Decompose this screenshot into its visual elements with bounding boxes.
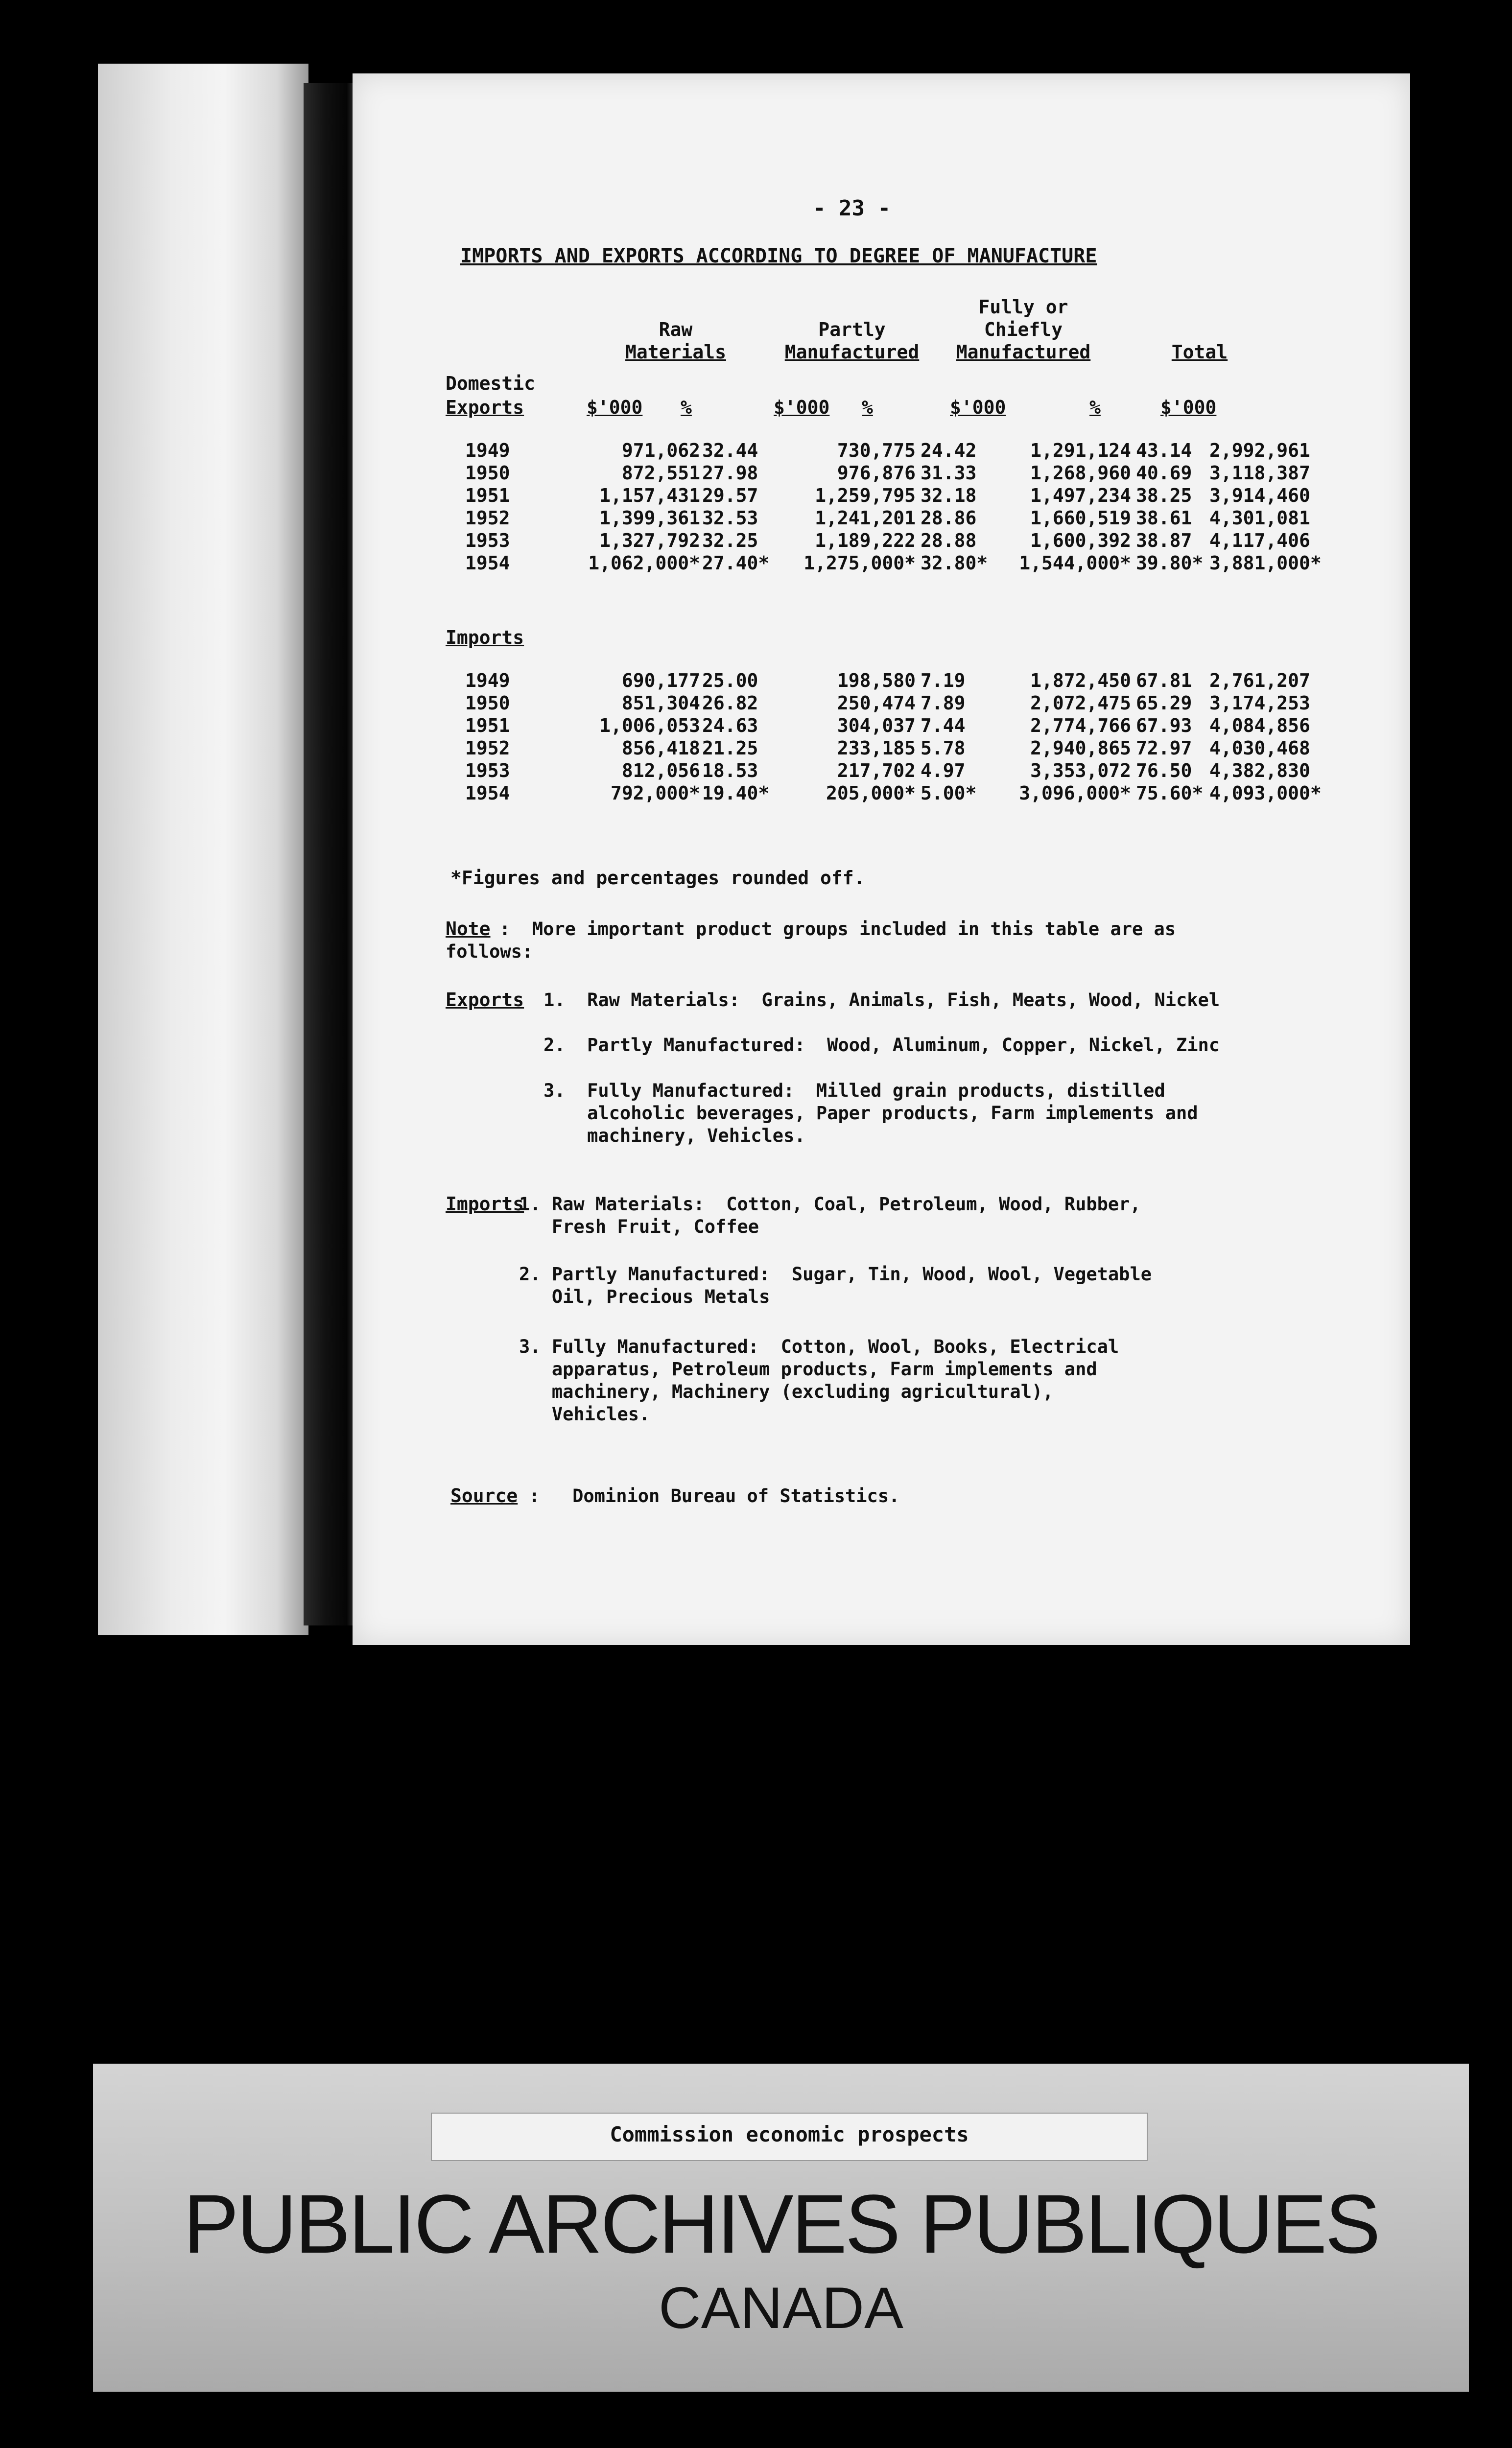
year-cell: 1952 [465,737,510,759]
total-value: 3,174,253 [1209,692,1310,714]
footnote: *Figures and percentages rounded off. [450,867,865,889]
partly-pct: 24.42 [921,440,977,461]
fully-value: 1,872,450 [1030,670,1131,691]
import-item-2: 2. Partly Manufactured: Sugar, Tin, Wood, Wool, Vegetable [519,1264,1152,1285]
total-value: 4,084,856 [1209,715,1310,736]
partly-value: 1,275,000* [803,552,916,574]
header-partly-line2: Manufactured [784,341,920,363]
year-cell: 1952 [465,507,510,529]
total-value: 2,992,961 [1209,440,1310,461]
partly-pct: 7.44 [921,715,966,736]
partly-pct: 5.78 [921,737,966,759]
total-value: 3,914,460 [1209,485,1310,506]
unit-fully: $'000 [950,397,1006,418]
raw-pct: 18.53 [702,760,758,781]
raw-value: 1,327,792 [599,530,700,551]
fully-pct: 38.25 [1136,485,1192,506]
import-item-3: 3. Fully Manufactured: Cotton, Wool, Books, Electrical [519,1336,1119,1357]
fully-value: 1,600,392 [1030,530,1131,551]
unit-partly: $'000 [774,397,830,418]
partly-value: 304,037 [837,715,916,736]
partly-value: 205,000* [826,782,916,804]
year-cell: 1951 [465,715,510,736]
partly-pct: 7.19 [921,670,966,691]
imports-note-label: Imports [446,1193,524,1215]
partly-value: 976,876 [837,462,916,484]
pct-raw: % [681,397,692,418]
raw-value: 690,177 [621,670,700,691]
raw-value: 872,551 [621,462,700,484]
fully-value: 1,291,124 [1030,440,1131,461]
partly-pct: 28.86 [921,507,977,529]
partly-value: 1,241,201 [815,507,916,529]
imports-heading: Imports [446,627,524,648]
book-binding [98,64,308,1635]
fully-value: 1,660,519 [1030,507,1131,529]
header-fully-line3: Manufactured [956,341,1091,363]
year-cell: 1953 [465,530,510,551]
archives-heading: PUBLIC ARCHIVES PUBLIQUES [183,2178,1379,2271]
raw-pct: 24.63 [702,715,758,736]
fully-value: 1,268,960 [1030,462,1131,484]
fully-pct: 38.87 [1136,530,1192,551]
import-item-1-cont: Fresh Fruit, Coffee [519,1216,759,1237]
book-gutter [304,83,357,1625]
fully-pct: 75.60* [1136,782,1204,804]
total-value: 3,118,387 [1209,462,1310,484]
partly-pct: 32.18 [921,485,977,506]
raw-pct: 32.44 [702,440,758,461]
total-value: 4,030,468 [1209,737,1310,759]
fully-pct: 72.97 [1136,737,1192,759]
raw-pct: 29.57 [702,485,758,506]
archives-banner [93,2064,1469,2392]
partly-value: 1,259,795 [815,485,916,506]
fully-pct: 40.69 [1136,462,1192,484]
year-cell: 1954 [465,552,510,574]
total-value: 4,093,000* [1209,782,1322,804]
header-total: Total [1171,341,1228,363]
partly-value: 1,189,222 [815,530,916,551]
fully-pct: 67.81 [1136,670,1192,691]
header-partly [774,318,930,363]
export-item-1: 1. Raw Materials: Grains, Animals, Fish, Meats, Wood, Nickel [543,989,1220,1011]
header-partly-line1: Partly [818,319,886,340]
document-page [353,73,1410,1645]
export-item-3: 3. Fully Manufactured: Milled grain products, distilled [543,1080,1165,1101]
fully-value: 1,544,000* [1019,552,1131,574]
fully-value: 3,096,000* [1019,782,1131,804]
partly-pct: 5.00* [921,782,977,804]
note-label: Note [446,918,491,940]
year-cell: 1949 [465,670,510,691]
year-cell: 1950 [465,692,510,714]
partly-value: 198,580 [837,670,916,691]
raw-value: 1,062,000* [588,552,700,574]
source-text: : Dominion Bureau of Statistics. [529,1485,900,1506]
fully-pct: 43.14 [1136,440,1192,461]
fully-pct: 65.29 [1136,692,1192,714]
fully-pct: 76.50 [1136,760,1192,781]
unit-total: $'000 [1160,397,1217,418]
total-value: 3,881,000* [1209,552,1322,574]
raw-pct: 27.40* [702,552,770,574]
header-raw-line1: Raw [659,319,693,340]
fully-value: 2,072,475 [1030,692,1131,714]
import-item-2-cont: Oil, Precious Metals [519,1286,770,1307]
partly-pct: 32.80* [921,552,988,574]
fully-value: 2,940,865 [1030,737,1131,759]
collection-label [431,2113,1148,2161]
export-item-2: 2. Partly Manufactured: Wood, Aluminum, Copper, Nickel, Zinc [543,1035,1220,1056]
partly-pct: 31.33 [921,462,977,484]
exports-note-label: Exports [446,989,524,1011]
fully-pct: 38.61 [1136,507,1192,529]
note-text: : More important product groups included in this table are as [499,918,1176,940]
archives-country: CANADA [658,2275,904,2341]
raw-value: 1,399,361 [599,507,700,529]
year-cell: 1950 [465,462,510,484]
year-cell: 1949 [465,440,510,461]
raw-pct: 25.00 [702,670,758,691]
raw-value: 1,006,053 [599,715,700,736]
partly-value: 233,185 [837,737,916,759]
fully-pct: 67.93 [1136,715,1192,736]
import-item-3-cont2: machinery, Machinery (excluding agricultural), [519,1381,1054,1402]
raw-pct: 27.98 [702,462,758,484]
page-number: - 23 - [813,196,891,221]
header-raw-line2: Materials [625,341,726,363]
raw-value: 856,418 [621,737,700,759]
partly-pct: 28.88 [921,530,977,551]
raw-pct: 32.53 [702,507,758,529]
partly-pct: 7.89 [921,692,966,714]
collection-label-text: Commission economic prospects [610,2122,969,2146]
exports-heading: Exports [446,397,524,418]
raw-value: 851,304 [621,692,700,714]
pct-partly: % [862,397,873,418]
partly-pct: 4.97 [921,760,966,781]
source-label: Source [450,1485,518,1506]
raw-value: 1,157,431 [599,485,700,506]
total-value: 4,382,830 [1209,760,1310,781]
raw-value: 792,000* [610,782,700,804]
partly-value: 250,474 [837,692,916,714]
unit-raw: $'000 [587,397,643,418]
header-raw [607,318,744,363]
year-cell: 1951 [465,485,510,506]
total-value: 2,761,207 [1209,670,1310,691]
raw-value: 812,056 [621,760,700,781]
import-item-3-cont3: Vehicles. [519,1404,650,1425]
partly-value: 217,702 [837,760,916,781]
import-item-1: 1. Raw Materials: Cotton, Coal, Petroleum, Wood, Rubber, [519,1194,1141,1215]
header-fully [945,296,1102,363]
pct-fully: % [1089,397,1101,418]
fully-value: 1,497,234 [1030,485,1131,506]
year-cell: 1954 [465,782,510,804]
fully-pct: 39.80* [1136,552,1204,574]
table-title: IMPORTS AND EXPORTS ACCORDING TO DEGREE OF MANUFACTURE [460,245,1097,267]
year-cell: 1953 [465,760,510,781]
export-item-3-cont: alcoholic beverages, Paper products, Farm implements and [543,1103,1198,1124]
partly-value: 730,775 [837,440,916,461]
raw-pct: 26.82 [702,692,758,714]
fully-value: 2,774,766 [1030,715,1131,736]
total-value: 4,117,406 [1209,530,1310,551]
fully-value: 3,353,072 [1030,760,1131,781]
header-fully-line2: Chiefly [984,319,1063,340]
export-item-3-cont2: machinery, Vehicles. [543,1125,805,1146]
note-text-2: follows: [446,941,533,962]
total-value: 4,301,081 [1209,507,1310,529]
raw-pct: 32.25 [702,530,758,551]
domestic-label: Domestic [446,373,536,394]
raw-pct: 19.40* [702,782,770,804]
raw-value: 971,062 [621,440,700,461]
header-fully-line1: Fully or [978,296,1068,318]
import-item-3-cont: apparatus, Petroleum products, Farm implements and [519,1359,1097,1380]
raw-pct: 21.25 [702,737,758,759]
